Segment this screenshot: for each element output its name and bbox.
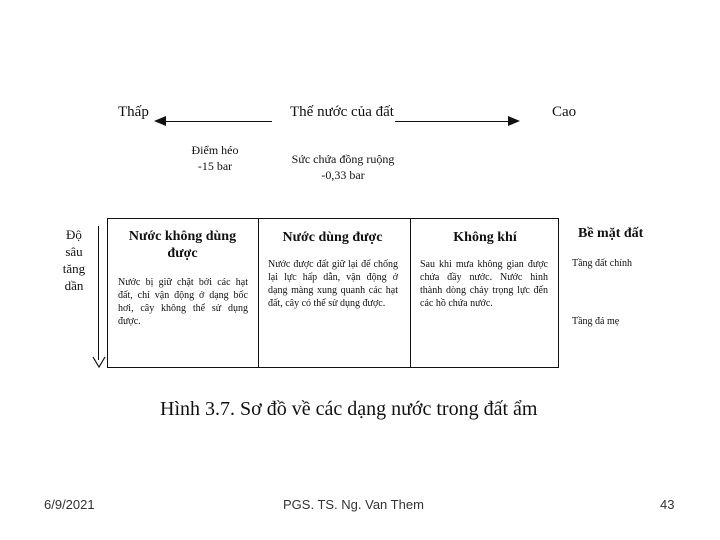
scale-title: Thế nước của đất xyxy=(290,104,394,120)
wilting-point-marker xyxy=(170,142,260,174)
available-water-text: Nước được đất giữ lại để chống lại lực hấp dẫn, vận động ở dạng màng xung quanh các hạt đất, cây có thể sử dụng được. xyxy=(268,259,398,309)
bedrock-label: Tầng đá mẹ xyxy=(572,316,620,327)
air-text: Sau khi mưa không gian được chứa đầy nước. Nước hình thành dòng chảy trọng lực đến các hồ chứa nước. xyxy=(420,259,548,309)
figure-caption: Hình 3.7. Sơ đồ về các dạng nước trong đất ẩm xyxy=(160,398,538,420)
field-capacity-marker xyxy=(278,151,408,183)
unavailable-water-title: Nước không dùng được xyxy=(128,229,237,261)
arrow-down-icon xyxy=(92,356,106,368)
field-capacity-title: Sức chứa đồng ruộng xyxy=(291,152,395,166)
footer-date: 6/9/2021 xyxy=(44,497,95,512)
scale-high-label: Cao xyxy=(552,104,577,120)
topsoil-label: Tầng đất chính xyxy=(572,258,632,269)
air-title: Không khí xyxy=(453,230,517,245)
arrow-right-icon xyxy=(508,115,520,127)
unavailable-water-text: Nước bị giữ chặt bởi các hạt đất, chỉ vận động ở dạng bốc hơi, cây không thể sử dụng được. xyxy=(118,277,248,327)
soil-surface-label: Bề mặt đất xyxy=(578,226,644,241)
depth-arrow-line xyxy=(98,226,99,360)
footer-author: PGS. TS. Ng. Van Them xyxy=(283,497,424,512)
wilting-point-value: -15 bar xyxy=(197,159,233,173)
wilting-point-title: Điểm héo xyxy=(191,143,239,157)
column-divider xyxy=(258,219,259,367)
arrow-left-icon xyxy=(154,115,166,127)
column-divider xyxy=(410,219,411,367)
field-capacity-value: -0,33 bar xyxy=(321,168,365,182)
available-water-title: Nước dùng được xyxy=(282,230,383,245)
scale-low-label: Thấp xyxy=(118,104,149,120)
footer-page-number: 43 xyxy=(660,497,675,512)
depth-label: Độ sâu tăng dần xyxy=(62,227,86,293)
